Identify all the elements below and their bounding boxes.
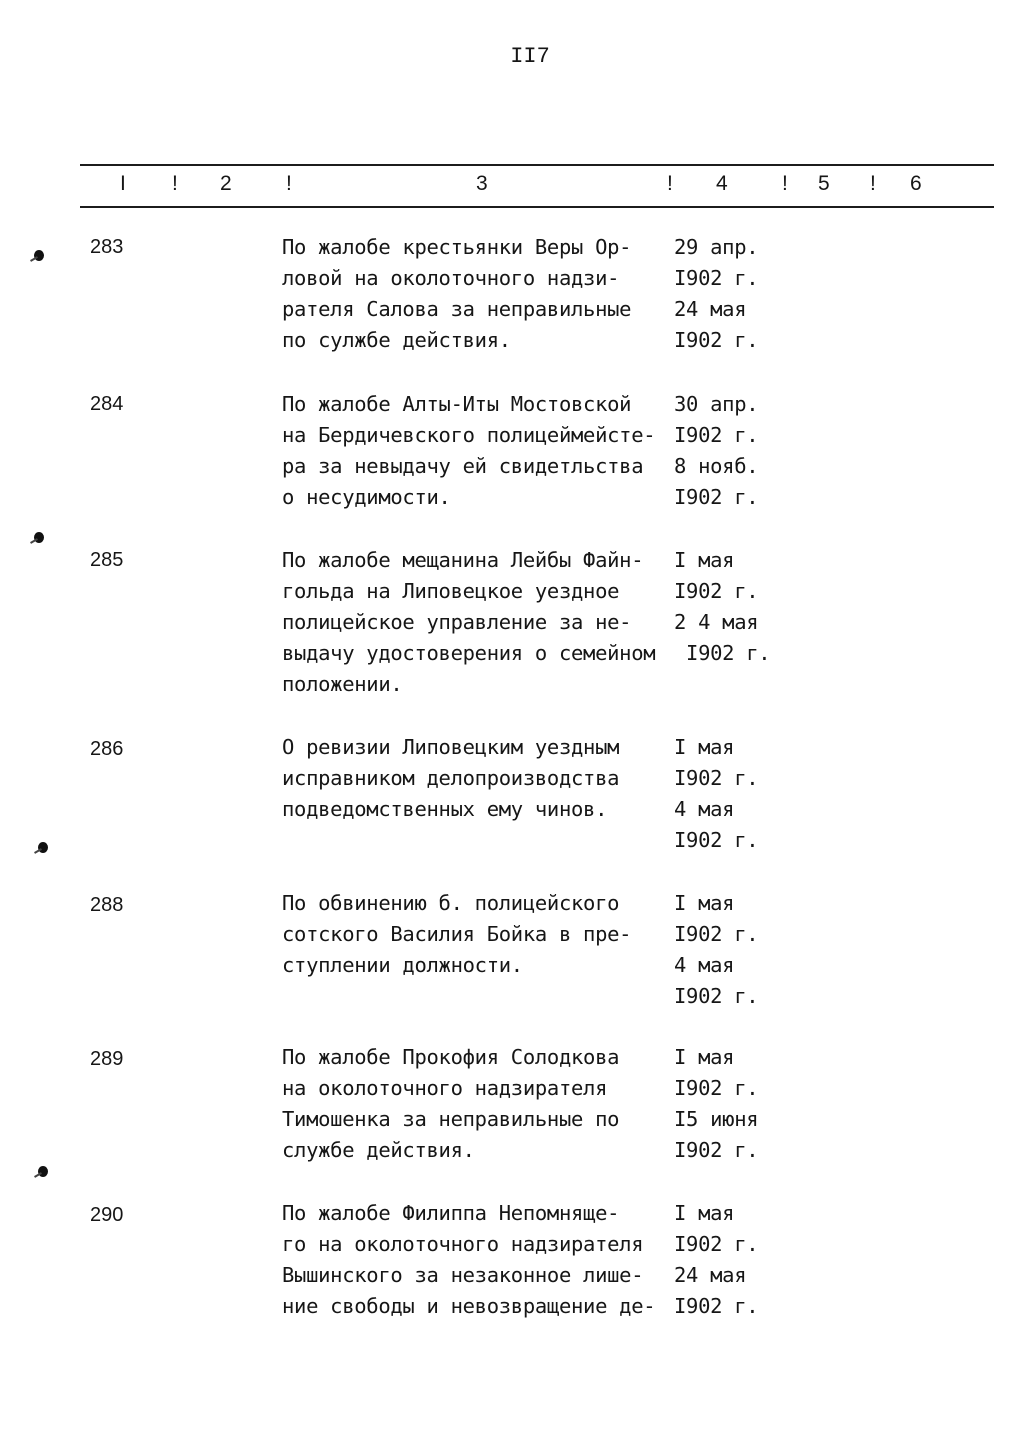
description-line: по сулжбе действия. — [282, 328, 511, 352]
entry-dates — [674, 389, 794, 513]
description-line: го на околоточного надзирателя — [282, 1232, 644, 1256]
date-line: I902 г. — [674, 1138, 759, 1162]
description-line: По жалобе Филиппа Непомняще- — [282, 1201, 620, 1225]
column-header-5: 5 — [818, 172, 830, 195]
date-line: 8 нояб. — [674, 454, 759, 478]
description-line: ние свободы и невозвращение де- — [282, 1294, 656, 1318]
table-header-top-rule — [80, 164, 994, 166]
date-line: 24 мая — [674, 1263, 747, 1287]
date-line: I902 г. — [674, 984, 759, 1008]
entry-dates — [674, 232, 794, 356]
date-line: I мая — [674, 735, 735, 759]
description-line: рателя Салова за неправильные — [282, 297, 632, 321]
date-line: I902 г. — [674, 1294, 759, 1318]
date-line: I902 г. — [674, 266, 759, 290]
description-line: По жалобе мещанина Лейбы Файн- — [282, 548, 644, 572]
entry-description — [282, 888, 682, 981]
column-separator: ! — [782, 172, 788, 195]
date-line: 29 апр. — [674, 235, 759, 259]
date-line: I902 г. — [674, 1076, 759, 1100]
description-line: О ревизии Липовецким уездным — [282, 735, 620, 759]
entry-description — [282, 232, 682, 356]
description-line: о несудимости. — [282, 485, 451, 509]
description-line: службе действия. — [282, 1138, 475, 1162]
entry-number: 288 — [90, 894, 124, 916]
entry-description — [282, 389, 682, 513]
description-line: гольда на Липовецкое уездное — [282, 579, 620, 603]
description-line: ступлении должности. — [282, 953, 523, 977]
entry-number: 290 — [90, 1204, 124, 1226]
column-header-6: 6 — [910, 172, 922, 195]
column-header-2: 2 — [220, 172, 232, 195]
description-line: сотского Василия Бойка в пре- — [282, 922, 632, 946]
entry-dates — [674, 545, 794, 669]
entry-number: 286 — [90, 738, 124, 760]
column-separator: ! — [870, 172, 876, 195]
description-line: выдачу удостоверения о семейном — [282, 641, 656, 665]
date-line: 4 мая — [674, 797, 735, 821]
entry-description — [282, 1198, 682, 1322]
date-line: I902 г. — [674, 1232, 759, 1256]
punch-hole-mark — [38, 842, 48, 853]
column-header-3: 3 — [476, 172, 488, 195]
date-line: I902 г. — [674, 641, 771, 665]
date-line: 30 апр. — [674, 392, 759, 416]
description-line: ра за невыдачу ей свидетльства — [282, 454, 644, 478]
date-line: I мая — [674, 891, 735, 915]
date-line: I902 г. — [674, 423, 759, 447]
entry-number: 283 — [90, 236, 124, 258]
date-line: I902 г. — [674, 485, 759, 509]
description-line: полицейское управление за не- — [282, 610, 632, 634]
description-line: По жалобе Прокофия Солодкова — [282, 1045, 620, 1069]
date-line: I902 г. — [674, 766, 759, 790]
description-line: По жалобе Алты-Иты Мостовской — [282, 392, 632, 416]
date-line: 24 мая — [674, 297, 747, 321]
description-line: положении. — [282, 672, 403, 696]
column-separator: ! — [286, 172, 292, 195]
column-header-4: 4 — [716, 172, 728, 195]
entry-dates — [674, 1042, 794, 1166]
column-separator: ! — [172, 172, 178, 195]
description-line: на околоточного надзирателя — [282, 1076, 608, 1100]
entry-dates — [674, 1198, 794, 1322]
description-line: на Бердичевского полицеймейсте- — [282, 423, 656, 447]
entry-dates — [674, 732, 794, 856]
entry-number: 285 — [90, 549, 124, 571]
entry-number: 284 — [90, 393, 124, 415]
description-line: Вышинского за незаконное лише- — [282, 1263, 644, 1287]
date-line: I5 июня — [674, 1107, 759, 1131]
punch-hole-mark — [34, 532, 44, 543]
date-line: 2 4 мая — [674, 610, 759, 634]
entry-description — [282, 1042, 682, 1166]
date-line: I мая — [674, 548, 735, 572]
column-header-1: I — [120, 172, 126, 195]
description-line: ловой на околоточного надзи- — [282, 266, 620, 290]
date-line: I902 г. — [674, 579, 759, 603]
date-line: 4 мая — [674, 953, 735, 977]
punch-hole-mark — [34, 250, 44, 261]
description-line: Тимошенка за неправильные по — [282, 1107, 620, 1131]
entry-dates — [674, 888, 794, 1012]
description-line: исправником делопроизводства — [282, 766, 620, 790]
entry-description — [282, 545, 682, 700]
date-line: I902 г. — [674, 328, 759, 352]
date-line: I мая — [674, 1045, 735, 1069]
date-line: I902 г. — [674, 922, 759, 946]
entry-description — [282, 732, 682, 825]
column-separator: ! — [667, 172, 673, 195]
page-number: II7 — [510, 44, 550, 69]
date-line: I мая — [674, 1201, 735, 1225]
description-line: По жалобе крестьянки Веры Ор- — [282, 235, 632, 259]
description-line: По обвинению б. полицейского — [282, 891, 620, 915]
table-header-bottom-rule — [80, 206, 994, 208]
date-line: I902 г. — [674, 828, 759, 852]
punch-hole-mark — [38, 1166, 48, 1177]
description-line: подведомственных ему чинов. — [282, 797, 608, 821]
entry-number: 289 — [90, 1048, 124, 1070]
